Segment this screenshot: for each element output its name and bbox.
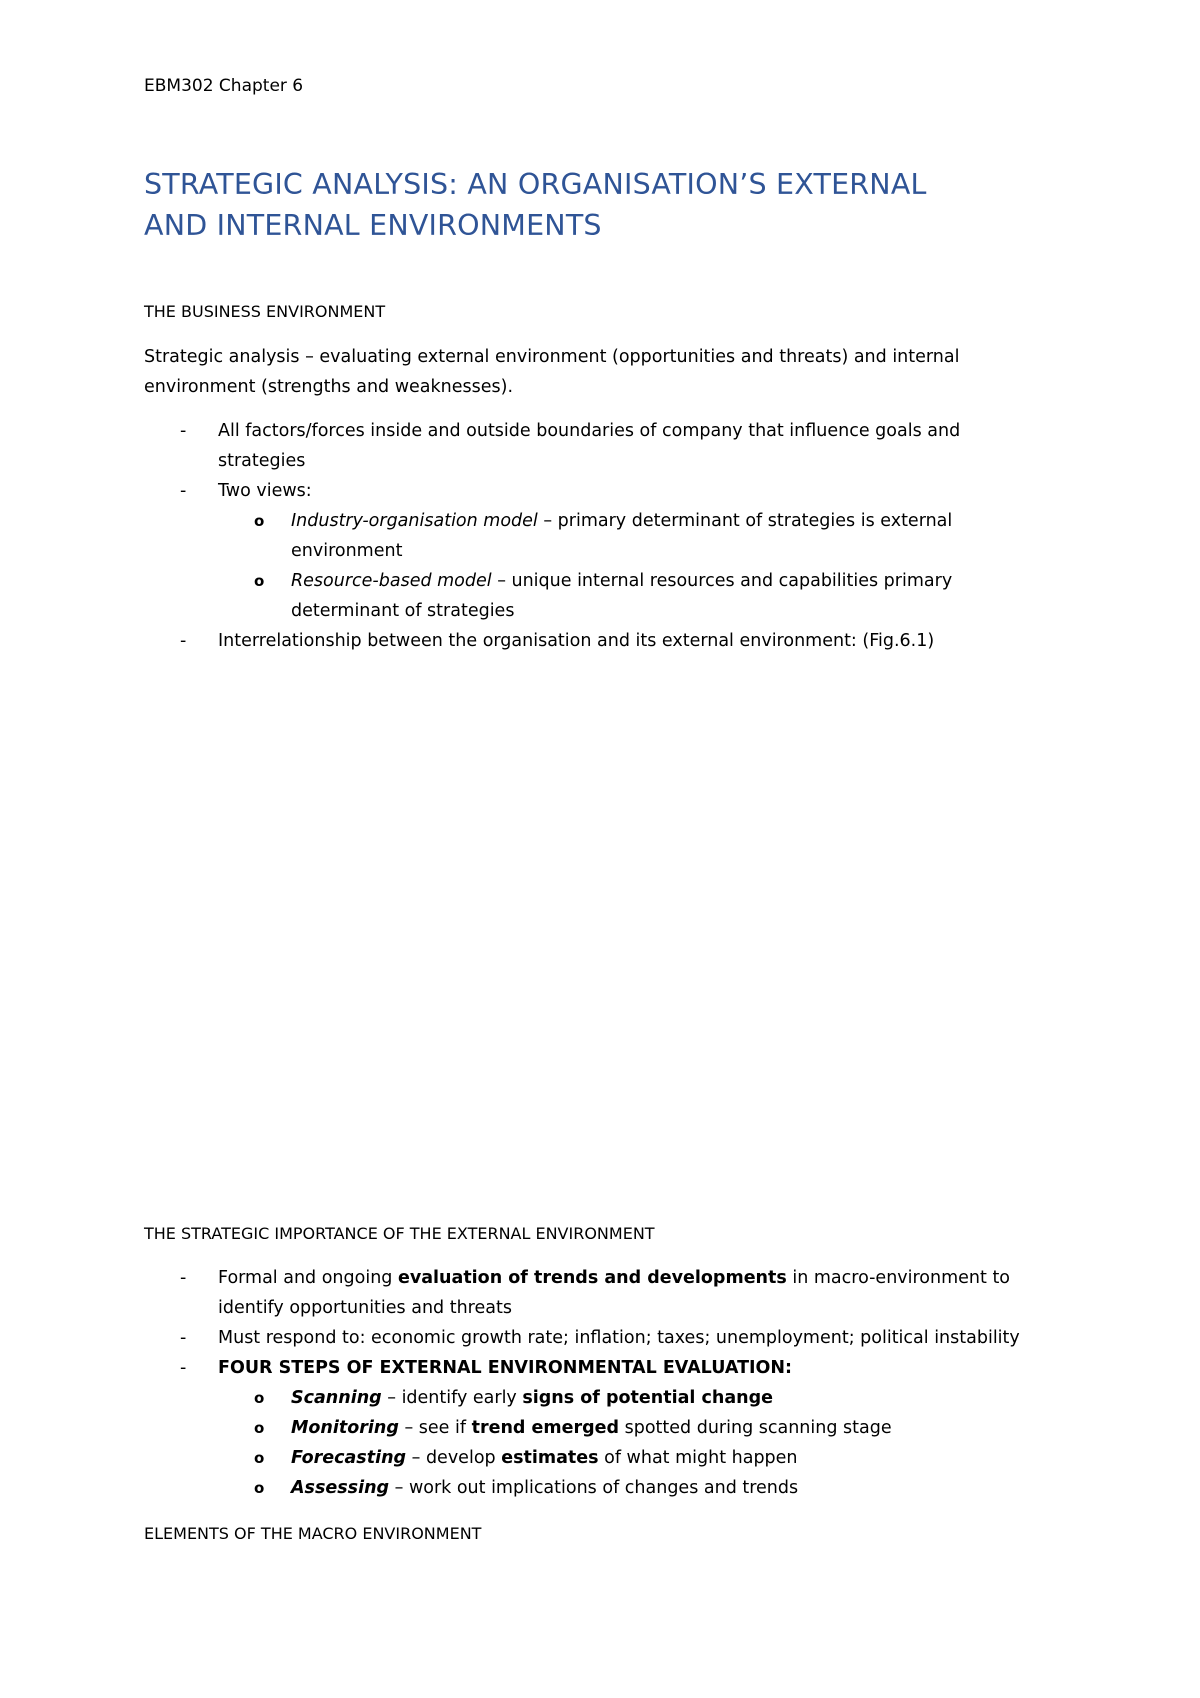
section-heading-strategic-importance: THE STRATEGIC IMPORTANCE OF THE EXTERNAL ENVIRONMENT [144, 1224, 655, 1243]
list-item-four-steps: FOUR STEPS OF EXTERNAL ENVIRONMENTAL EVALUATION: [218, 1358, 793, 1378]
list-item-factors-line-1: All factors/forces inside and outside boundaries of company that influence goals and [218, 421, 961, 441]
sub-item-resource-model-line-1: Resource-based model – unique internal resources and capabilities primary [291, 571, 953, 591]
intro-paragraph-line-1: Strategic analysis – evaluating external environment (opportunities and threats) and internal [144, 347, 960, 367]
section-heading-business-environment: THE BUSINESS ENVIRONMENT [144, 302, 386, 321]
sub-bullet-marker: o [254, 1479, 265, 1497]
document-title-line-1: STRATEGIC ANALYSIS: AN ORGANISATION’S EXTERNAL [144, 168, 927, 201]
bullet-dash: - [180, 1358, 187, 1378]
page-header: EBM302 Chapter 6 [144, 76, 304, 96]
sub-bullet-marker: o [254, 1389, 265, 1407]
document-title-line-2: AND INTERNAL ENVIRONMENTS [144, 209, 602, 242]
bullet-dash: - [180, 481, 187, 501]
list-item-interrelationship: Interrelationship between the organisation and its external environment: (Fig.6.1) [218, 631, 935, 651]
bullet-dash: - [180, 421, 187, 441]
step-scanning: Scanning – identify early signs of potential change [291, 1388, 773, 1408]
sub-bullet-marker: o [254, 1449, 265, 1467]
step-assessing: Assessing – work out implications of changes and trends [291, 1478, 799, 1498]
sub-item-industry-model-line-1: Industry-organisation model – primary determinant of strategies is external [291, 511, 953, 531]
sub-item-resource-model-line-2: determinant of strategies [291, 601, 515, 621]
list-item-must-respond: Must respond to: economic growth rate; inflation; taxes; unemployment; political instability [218, 1328, 1020, 1348]
list-item-formal-evaluation-line-2: identify opportunities and threats [218, 1298, 512, 1318]
intro-paragraph-line-2: environment (strengths and weaknesses). [144, 377, 514, 397]
step-monitoring: Monitoring – see if trend emerged spotted during scanning stage [291, 1418, 892, 1438]
sub-bullet-marker: o [254, 572, 265, 590]
bullet-dash: - [180, 631, 187, 651]
section-heading-macro-environment: ELEMENTS OF THE MACRO ENVIRONMENT [144, 1524, 482, 1543]
bullet-dash: - [180, 1328, 187, 1348]
sub-bullet-marker: o [254, 512, 265, 530]
list-item-factors-line-2: strategies [218, 451, 306, 471]
bullet-dash: - [180, 1268, 187, 1288]
list-item-formal-evaluation-line-1: Formal and ongoing evaluation of trends and developments in macro-environment to [218, 1268, 1011, 1288]
sub-item-industry-model-line-2: environment [291, 541, 403, 561]
sub-bullet-marker: o [254, 1419, 265, 1437]
list-item-two-views: Two views: [218, 481, 312, 501]
step-forecasting: Forecasting – develop estimates of what might happen [291, 1448, 798, 1468]
